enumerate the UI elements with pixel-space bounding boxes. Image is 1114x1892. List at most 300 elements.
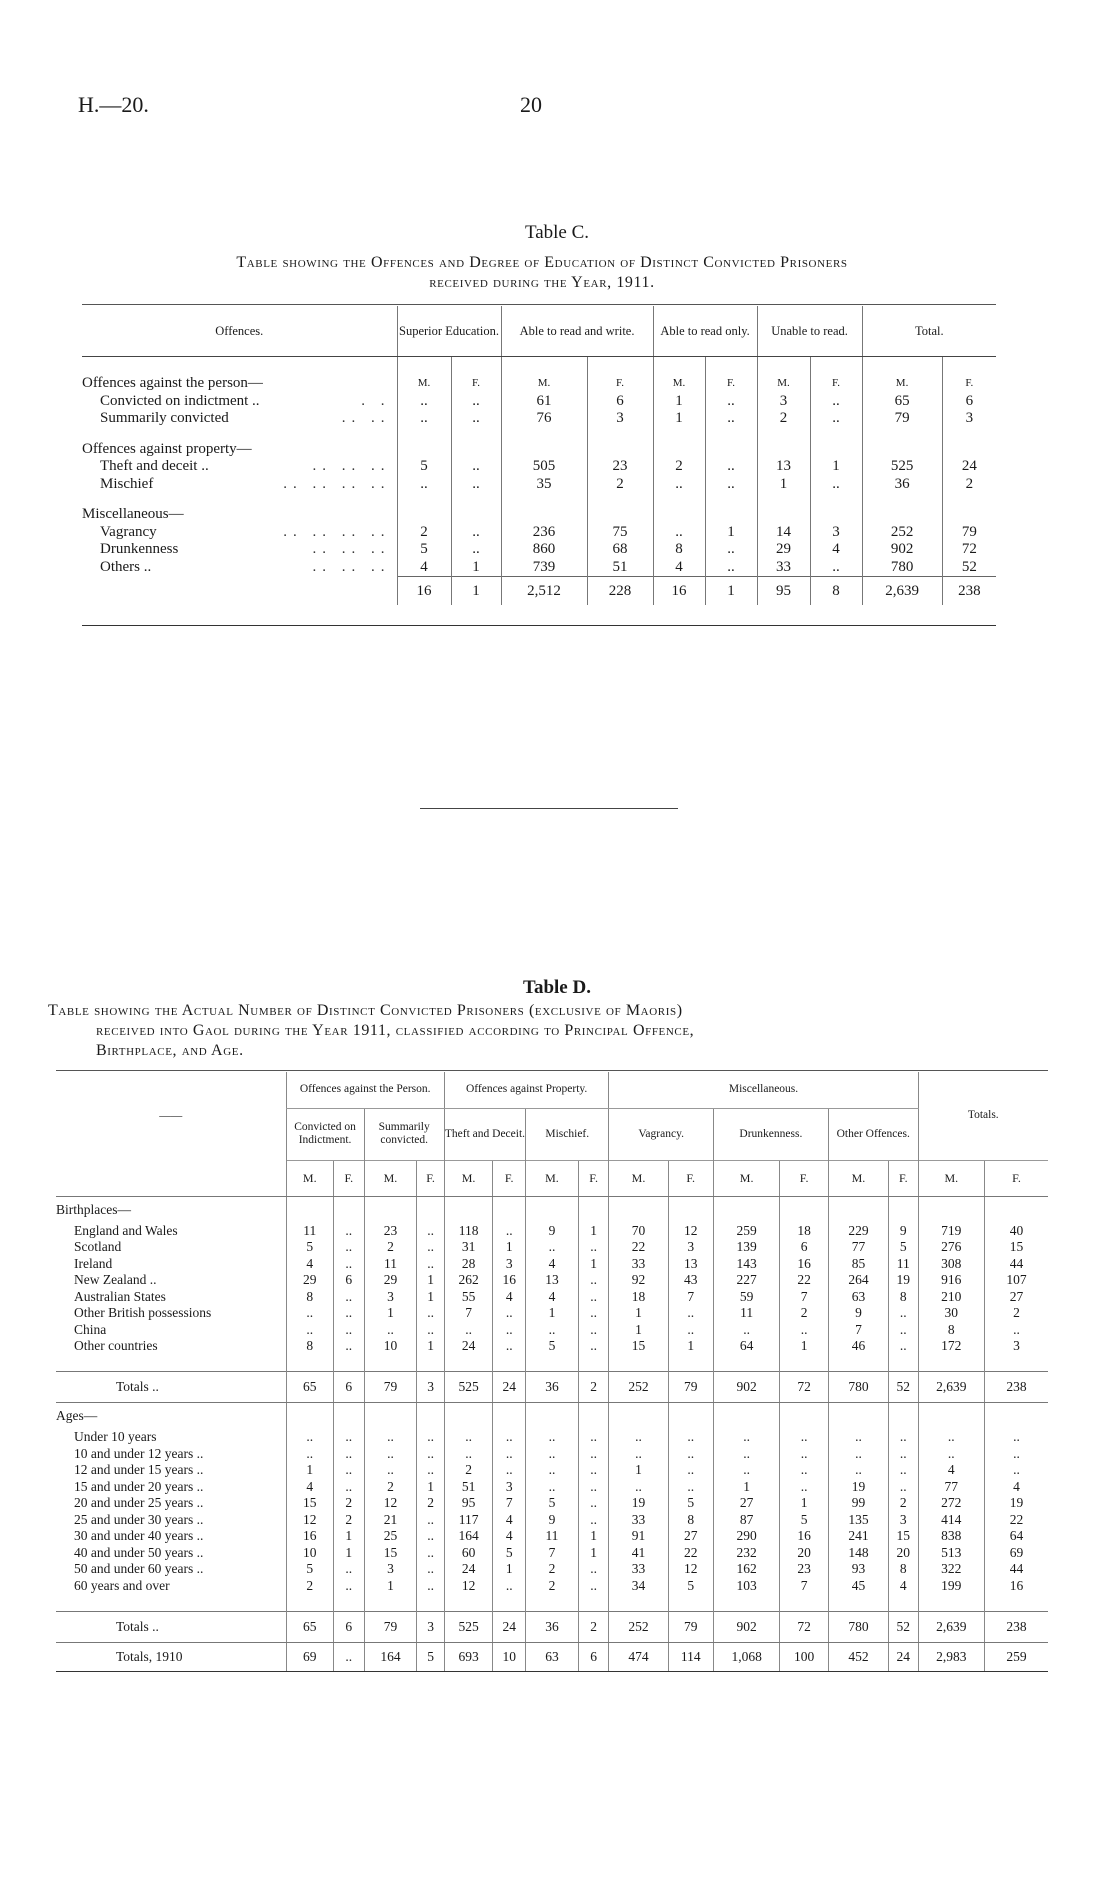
spacer-row (82, 493, 996, 506)
row-label: 50 and under 60 years .. (74, 1561, 204, 1576)
bottom-rule-row (82, 605, 996, 626)
value-cell: 24 (493, 1611, 526, 1642)
mf-label: M. (397, 357, 451, 393)
sub-mischief: Mischief. (526, 1108, 609, 1160)
mf-label: M. (757, 357, 810, 393)
age-row (56, 1462, 1048, 1479)
spacer (417, 1594, 444, 1611)
leader-dots: .. .. .. (312, 541, 391, 557)
value-cell: 902 (713, 1611, 779, 1642)
value-cell: 59 (713, 1289, 779, 1306)
value-cell: 35 (501, 476, 587, 494)
spacer (862, 493, 942, 506)
value-cell: 14 (757, 524, 810, 542)
value-cell: .. (653, 524, 705, 542)
spacer (653, 428, 705, 441)
value-cell: .. (417, 1578, 444, 1595)
spacer (526, 1355, 579, 1372)
value-cell: 2 (397, 524, 451, 542)
value-cell: .. (578, 1305, 609, 1322)
leader-dots: .. .. .. .. (283, 523, 391, 540)
sub-theft-deceit: Theft and Deceit. (444, 1108, 525, 1160)
value-cell: 1 (713, 1479, 779, 1496)
value-cell: 12 (668, 1561, 713, 1578)
row-label: England and Wales (74, 1222, 178, 1238)
age-row (56, 1512, 1048, 1529)
empty-cell (364, 1196, 417, 1223)
age-totals-row (56, 1611, 1048, 1642)
row-label-cell (82, 559, 397, 577)
value-cell: 1 (810, 458, 862, 476)
spacer (587, 428, 653, 441)
value-cell: .. (334, 1338, 365, 1355)
value-cell: .. (889, 1338, 919, 1355)
empty-cell (397, 441, 451, 459)
value-cell: 2,983 (918, 1642, 984, 1671)
value-cell: .. (705, 559, 757, 577)
value-cell: 272 (918, 1495, 984, 1512)
value-cell: 75 (587, 524, 653, 542)
value-cell: .. (705, 541, 757, 559)
value-cell: 45 (828, 1578, 888, 1595)
birthplace-row (56, 1322, 1048, 1339)
value-cell: .. (417, 1561, 444, 1578)
value-cell: 719 (918, 1223, 984, 1240)
page-number: 20 (520, 92, 542, 117)
value-cell: 4 (493, 1289, 526, 1306)
value-cell: 252 (862, 524, 942, 542)
value-cell: 5 (668, 1495, 713, 1512)
value-cell: 2 (417, 1495, 444, 1512)
spacer-row (56, 1355, 1048, 1372)
value-cell: 1 (578, 1223, 609, 1240)
value-cell: 11 (713, 1305, 779, 1322)
empty-cell (286, 1196, 333, 1223)
value-cell: 43 (668, 1272, 713, 1289)
spacer (501, 428, 587, 441)
value-cell: 5 (286, 1561, 333, 1578)
value-cell: 2 (578, 1372, 609, 1403)
value-cell: .. (578, 1512, 609, 1529)
value-cell: .. (810, 559, 862, 577)
value-cell: 2 (526, 1561, 579, 1578)
total-cell: 2,639 (862, 577, 942, 606)
row-label: Summarily convicted (100, 410, 229, 426)
value-cell: 91 (609, 1528, 668, 1545)
value-cell: .. (578, 1446, 609, 1463)
value-cell: .. (609, 1446, 668, 1463)
value-cell: .. (334, 1429, 365, 1446)
birthplace-row (56, 1223, 1048, 1240)
value-cell: 1 (578, 1528, 609, 1545)
section-heading: Offences against the person— (82, 375, 263, 391)
mf-label: F. (578, 1160, 609, 1196)
value-cell: .. (889, 1322, 919, 1339)
spacer (810, 605, 862, 626)
value-cell: 69 (286, 1642, 333, 1671)
spacer-row (56, 1594, 1048, 1611)
value-cell: 5 (526, 1495, 579, 1512)
value-cell: 5 (780, 1512, 829, 1529)
birthplace-totals-row (56, 1372, 1048, 1403)
value-cell: 2,639 (918, 1372, 984, 1403)
table-row (82, 541, 996, 559)
spacer (397, 428, 451, 441)
value-cell: .. (334, 1305, 365, 1322)
value-cell: .. (417, 1305, 444, 1322)
row-label: Convicted on indictment .. (100, 392, 260, 409)
table-d (56, 1072, 1048, 1672)
value-cell: 8 (653, 541, 705, 559)
spacer (609, 1355, 668, 1372)
empty-cell (609, 1403, 668, 1430)
row-label-cell (82, 393, 397, 411)
spacer (82, 493, 397, 506)
value-cell: 77 (828, 1239, 888, 1256)
value-cell: 232 (713, 1545, 779, 1562)
value-cell: 24 (889, 1642, 919, 1671)
spacer (493, 1355, 526, 1372)
value-cell: .. (705, 410, 757, 428)
value-cell: 33 (609, 1561, 668, 1578)
value-cell: 7 (780, 1578, 829, 1595)
value-cell: .. (889, 1479, 919, 1496)
value-cell: 3 (587, 410, 653, 428)
totals-row (82, 577, 996, 606)
value-cell: 2 (286, 1578, 333, 1595)
value-cell: 135 (828, 1512, 888, 1529)
value-cell: .. (334, 1642, 365, 1671)
leader-dots: . . (361, 392, 391, 409)
value-cell: .. (417, 1462, 444, 1479)
empty-cell (444, 1196, 493, 1223)
empty-cell (444, 1403, 493, 1430)
value-cell: .. (493, 1305, 526, 1322)
empty-cell (587, 441, 653, 459)
value-cell: 23 (587, 458, 653, 476)
value-cell: .. (286, 1429, 333, 1446)
value-cell: 505 (501, 458, 587, 476)
total-cell: 16 (653, 577, 705, 606)
value-cell: .. (828, 1429, 888, 1446)
value-cell: 2,639 (918, 1611, 984, 1642)
spacer (653, 605, 705, 626)
value-cell: 902 (862, 541, 942, 559)
value-cell: 11 (889, 1256, 919, 1273)
sub-convicted-indictment: Convicted on Indictment. (286, 1108, 364, 1160)
value-cell: 13 (757, 458, 810, 476)
mf-label: F. (668, 1160, 713, 1196)
row-label: 12 and under 15 years .. (74, 1462, 204, 1477)
empty-cell (493, 1403, 526, 1430)
value-cell: 780 (828, 1611, 888, 1642)
value-cell: 9 (526, 1223, 579, 1240)
mf-label: F. (705, 357, 757, 393)
spacer (668, 1355, 713, 1372)
value-cell: .. (985, 1429, 1048, 1446)
value-cell: 44 (985, 1256, 1048, 1273)
mf-label: F. (942, 357, 996, 393)
section-heading-row (82, 441, 996, 459)
spacer (668, 1594, 713, 1611)
value-cell: 15 (609, 1338, 668, 1355)
empty-cell (653, 441, 705, 459)
spacer (578, 1594, 609, 1611)
mf-label: F. (493, 1160, 526, 1196)
value-cell: 1 (705, 524, 757, 542)
total-cell: 16 (397, 577, 451, 606)
value-cell: 16 (493, 1272, 526, 1289)
value-cell: .. (713, 1446, 779, 1463)
value-cell: 36 (526, 1372, 579, 1403)
mf-label: F. (587, 357, 653, 393)
value-cell: 1 (578, 1545, 609, 1562)
row-label: 10 and under 12 years .. (74, 1445, 204, 1461)
value-cell: 227 (713, 1272, 779, 1289)
value-cell: 5 (493, 1545, 526, 1562)
col-superior-education: Superior Education. (397, 306, 501, 357)
value-cell: 79 (364, 1611, 417, 1642)
group-miscellaneous: Miscellaneous. (609, 1072, 918, 1108)
sub-drunkenness: Drunkenness. (713, 1108, 828, 1160)
value-cell: 4 (286, 1479, 333, 1496)
value-cell: 29 (757, 541, 810, 559)
value-cell: 276 (918, 1239, 984, 1256)
value-cell: 1 (609, 1462, 668, 1479)
value-cell: 31 (444, 1239, 493, 1256)
spacer (985, 1594, 1048, 1611)
value-cell: 5 (668, 1578, 713, 1595)
table-c-top-rule (82, 304, 996, 305)
value-cell: 24 (493, 1372, 526, 1403)
value-cell: 7 (780, 1289, 829, 1306)
value-cell: .. (810, 393, 862, 411)
total-cell: 238 (942, 577, 996, 606)
table-c-title: Table C. (524, 222, 590, 243)
mf-label: M. (713, 1160, 779, 1196)
col-read-write: Able to read and write. (501, 306, 653, 357)
spacer (757, 493, 810, 506)
value-cell: .. (451, 524, 501, 542)
value-cell: .. (417, 1256, 444, 1273)
value-cell: 19 (985, 1495, 1048, 1512)
value-cell: 72 (780, 1372, 829, 1403)
value-cell: 19 (828, 1479, 888, 1496)
value-cell: .. (526, 1462, 579, 1479)
empty-cell (705, 441, 757, 459)
value-cell: 65 (286, 1611, 333, 1642)
value-cell: 8 (918, 1322, 984, 1339)
spacer (364, 1355, 417, 1372)
spacer (609, 1594, 668, 1611)
leader-dots: .. .. .. (312, 458, 391, 474)
value-cell: 15 (889, 1528, 919, 1545)
value-cell: 3 (889, 1512, 919, 1529)
value-cell: 64 (985, 1528, 1048, 1545)
value-cell: 92 (609, 1272, 668, 1289)
value-cell: .. (526, 1479, 579, 1496)
value-cell: 2 (444, 1462, 493, 1479)
value-cell: .. (668, 1429, 713, 1446)
empty-cell (918, 1196, 984, 1223)
value-cell: .. (578, 1239, 609, 1256)
value-cell: 29 (286, 1272, 333, 1289)
empty-cell (397, 506, 451, 524)
value-cell: 1 (780, 1495, 829, 1512)
value-cell: 3 (757, 393, 810, 411)
row-label: Drunkenness (100, 541, 179, 557)
value-cell: .. (578, 1495, 609, 1512)
value-cell: 13 (668, 1256, 713, 1273)
value-cell: .. (451, 458, 501, 476)
value-cell: 525 (862, 458, 942, 476)
totals-1910-row (56, 1642, 1048, 1671)
value-cell: .. (286, 1305, 333, 1322)
empty-cell (757, 441, 810, 459)
value-cell: 25 (364, 1528, 417, 1545)
sub-vagrancy: Vagrancy. (609, 1108, 713, 1160)
value-cell: 3 (668, 1239, 713, 1256)
value-cell: 164 (444, 1528, 493, 1545)
row-label: Under 10 years (74, 1429, 157, 1444)
value-cell: .. (451, 476, 501, 494)
value-cell: 16 (780, 1528, 829, 1545)
value-cell: .. (810, 476, 862, 494)
value-cell: 4 (493, 1528, 526, 1545)
table-row (82, 476, 996, 494)
spacer (82, 428, 397, 441)
value-cell: 1 (334, 1545, 365, 1562)
value-cell: 2 (334, 1512, 365, 1529)
empty-cell (501, 506, 587, 524)
total-cell: 1 (451, 577, 501, 606)
spacer (828, 1355, 888, 1372)
row-label: Theft and deceit .. (100, 458, 209, 474)
value-cell: 12 (364, 1495, 417, 1512)
mf-label: M. (286, 1160, 333, 1196)
empty-cell (810, 506, 862, 524)
value-cell: 2 (578, 1611, 609, 1642)
table-row (82, 524, 996, 542)
value-cell: 1 (526, 1305, 579, 1322)
spacer (889, 1355, 919, 1372)
birthplace-row (56, 1338, 1048, 1355)
value-cell: 36 (526, 1611, 579, 1642)
value-cell: 16 (985, 1578, 1048, 1595)
spacer (780, 1594, 829, 1611)
total-cell: 95 (757, 577, 810, 606)
spacer (364, 1594, 417, 1611)
table-c-caption-line1: Table showing the Offences and Degree of Education of Distinct Convicted Prisoners (236, 254, 848, 271)
value-cell: 148 (828, 1545, 888, 1562)
section-heading-row (82, 506, 996, 524)
separator-rule (420, 808, 678, 809)
value-cell: 2 (780, 1305, 829, 1322)
value-cell: 65 (286, 1372, 333, 1403)
value-cell: 79 (668, 1372, 713, 1403)
empty-cell (713, 1403, 779, 1430)
value-cell: 3 (942, 410, 996, 428)
col-offences: Offences. (82, 306, 397, 357)
value-cell: 1 (609, 1305, 668, 1322)
spacer (918, 1594, 984, 1611)
value-cell: 100 (780, 1642, 829, 1671)
empty-cell (578, 1196, 609, 1223)
value-cell: .. (780, 1322, 829, 1339)
mf-label: M. (828, 1160, 888, 1196)
value-cell: .. (364, 1429, 417, 1446)
empty-cell (862, 441, 942, 459)
empty-cell (668, 1403, 713, 1430)
value-cell: 7 (493, 1495, 526, 1512)
value-cell: 6 (578, 1642, 609, 1671)
empty-cell (501, 441, 587, 459)
value-cell: .. (417, 1223, 444, 1240)
row-label: Totals, 1910 (56, 1642, 286, 1671)
value-cell: .. (417, 1429, 444, 1446)
value-cell: .. (705, 458, 757, 476)
mf-label: F. (417, 1160, 444, 1196)
value-cell: 7 (828, 1322, 888, 1339)
value-cell: 10 (286, 1545, 333, 1562)
value-cell: .. (705, 476, 757, 494)
value-cell: .. (985, 1462, 1048, 1479)
value-cell: .. (653, 476, 705, 494)
value-cell: 6 (334, 1611, 365, 1642)
value-cell: 15 (286, 1495, 333, 1512)
spacer (942, 605, 996, 626)
value-cell: .. (417, 1545, 444, 1562)
value-cell: .. (417, 1512, 444, 1529)
value-cell: 3 (417, 1372, 444, 1403)
value-cell: 4 (526, 1256, 579, 1273)
section-heading: Birthplaces— (56, 1201, 131, 1217)
value-cell: 60 (444, 1545, 493, 1562)
value-cell: 7 (444, 1305, 493, 1322)
row-label: Mischief (100, 475, 154, 492)
table-c-caption-line2: received during the Year, 1911. (429, 274, 655, 291)
value-cell: 18 (780, 1223, 829, 1240)
empty-cell (918, 1403, 984, 1430)
mf-label: F. (985, 1160, 1048, 1196)
table-d-stub: —— (159, 1109, 183, 1122)
value-cell: 238 (985, 1372, 1048, 1403)
value-cell: 24 (444, 1338, 493, 1355)
table-c-header-row (82, 306, 996, 357)
value-cell: 40 (985, 1223, 1048, 1240)
value-cell: 6 (334, 1272, 365, 1289)
row-label: Others .. (100, 558, 152, 575)
empty-cell (609, 1196, 668, 1223)
value-cell: .. (578, 1338, 609, 1355)
mf-label: F. (334, 1160, 365, 1196)
value-cell: .. (286, 1322, 333, 1339)
value-cell: 6 (942, 393, 996, 411)
value-cell: 2 (889, 1495, 919, 1512)
empty-cell (668, 1196, 713, 1223)
value-cell: 12 (286, 1512, 333, 1529)
section-heading: Offences against property— (82, 440, 252, 457)
row-label: 30 and under 40 years .. (74, 1528, 204, 1543)
row-label-cell (82, 524, 397, 542)
value-cell: 4 (985, 1479, 1048, 1496)
value-cell: 79 (364, 1372, 417, 1403)
spacer (889, 1594, 919, 1611)
value-cell: 3 (493, 1256, 526, 1273)
value-cell: .. (828, 1446, 888, 1463)
value-cell: 5 (526, 1338, 579, 1355)
value-cell: 210 (918, 1289, 984, 1306)
